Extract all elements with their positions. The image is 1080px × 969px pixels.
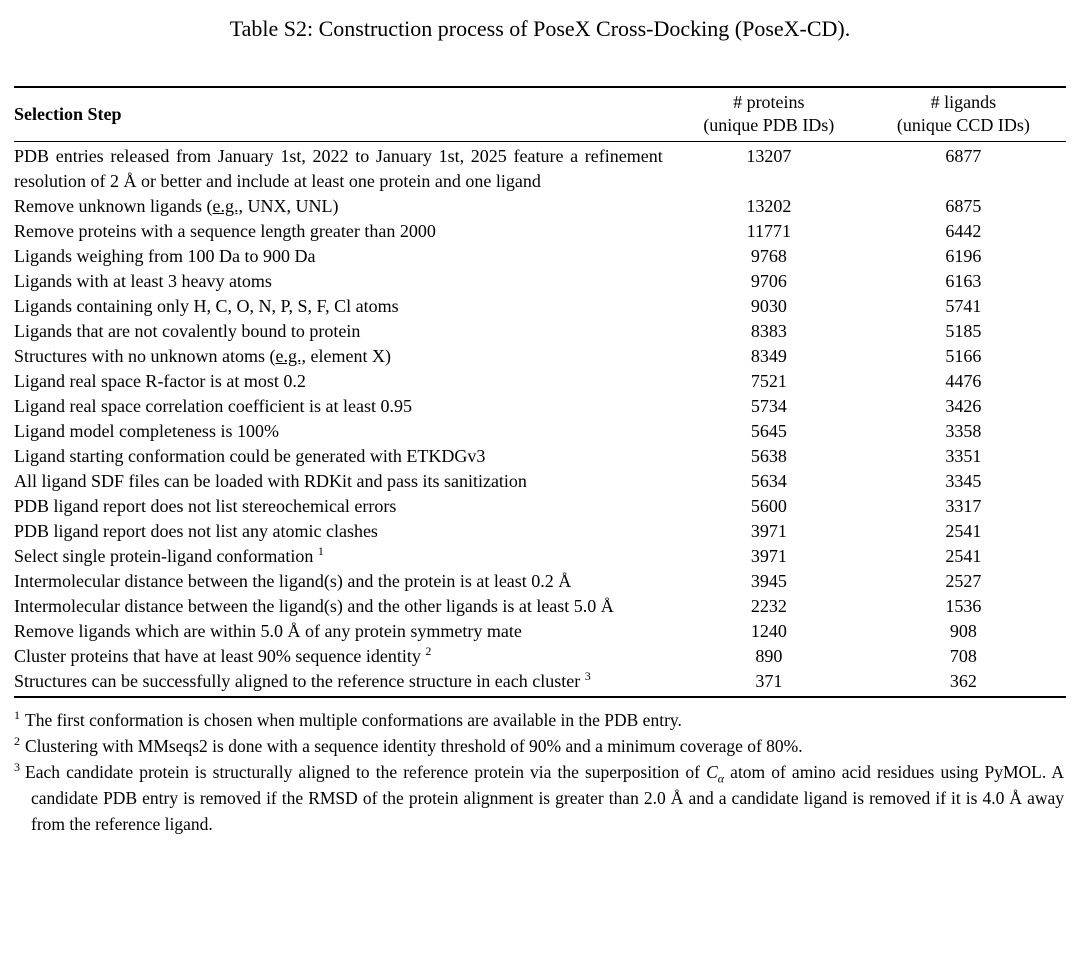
selection-step-cell: Ligands with at least 3 heavy atoms [14,271,272,291]
table-row [14,344,1066,369]
ligands-count-cell: 6196 [945,246,982,266]
footnote [14,759,1064,837]
selection-step-cell: Select single protein-ligand conformation $^1$ [14,544,324,566]
ligands-count-cell: 3345 [945,471,982,491]
selection-step-cell: Ligand model completeness is 100% [14,421,279,441]
table-row [14,219,1066,244]
selection-step-cell: Remove proteins with a sequence length greater than 2000 [14,221,436,241]
proteins-count-cell: 9030 [750,296,787,316]
selection-step-cell: Intermolecular distance between the ligand(s) and the other ligands is at least 5.0 Å [14,596,614,616]
selection-step-cell: Remove ligands which are within 5.0 Å of any protein symmetry mate [14,621,522,641]
ligands-count-cell: 2541 [945,521,982,541]
header-proteins [677,87,861,142]
proteins-count-cell: 8383 [750,321,787,341]
table-row [14,644,1066,669]
ligands-count-cell: 362 [949,671,977,691]
table-row [14,669,1066,697]
selection-step-cell: PDB ligand report does not list stereochemical errors [14,496,397,516]
proteins-count-cell: 5734 [750,396,787,416]
proteins-count-cell: 5600 [750,496,787,516]
selection-step-cell: Cluster proteins that have at least 90% sequence identity $^2$ [14,644,432,666]
selection-step-cell: Ligand starting conformation could be generated with ETKDGv3 [14,446,486,466]
proteins-count-cell: 890 [755,646,783,666]
footnote-marker: 2 [14,734,20,749]
table-row [14,194,1066,219]
proteins-count-cell: 13202 [746,196,792,216]
header-row [14,87,1066,142]
table-row [14,494,1066,519]
proteins-count-cell: 11771 [746,221,791,241]
header-proteins-line1: # proteins [733,92,805,112]
ligands-count-cell: 6163 [945,271,982,291]
table-row [14,142,1066,195]
table-row [14,394,1066,419]
table-caption: Table S2: Construction process of PoseX Cross-Docking (PoseX-CD). [229,16,851,41]
selection-step-cell: Intermolecular distance between the ligand(s) and the protein is at least 0.2 Å [14,571,572,591]
footnote-text: The first conformation is chosen when multiple conformations are available in the PDB entry. [25,710,682,730]
header-selection-step: Selection Step [14,87,677,142]
table-row [14,269,1066,294]
selection-step-cell: Ligand real space correlation coefficient is at least 0.95 [14,396,412,416]
proteins-count-cell: 2232 [750,596,787,616]
table-row [14,319,1066,344]
ligands-count-cell: 5741 [945,296,982,316]
proteins-count-cell: 9768 [750,246,787,266]
selection-step-cell: Ligands that are not covalently bound to protein [14,321,361,341]
ligands-count-cell: 3351 [945,446,982,466]
selection-step-cell: All ligand SDF files can be loaded with RDKit and pass its sanitization [14,471,527,491]
table-row [14,619,1066,644]
proteins-count-cell: 8349 [750,346,787,366]
table-row [14,244,1066,269]
ligands-count-cell: 2527 [945,571,982,591]
footnotes-section [14,707,1066,837]
table-row [14,419,1066,444]
proteins-count-cell: 5645 [750,421,787,441]
ligands-count-cell: 5166 [945,346,982,366]
ligands-count-cell: 1536 [945,596,982,616]
header-ligands-line1: # ligands [930,92,997,112]
proteins-count-cell: 3945 [750,571,787,591]
ligands-count-cell: 6877 [945,146,982,166]
ligands-count-cell: 908 [949,621,977,641]
selection-step-cell: Ligands weighing from 100 Da to 900 Da [14,246,316,266]
footnote-text: Each candidate protein is structurally aligned to the reference protein via the superposition of $C_\alpha$ atom of amino acid residues using PyMOL. A candidate PDB entry is removed if the RMSD of the protein alignment is greater than 2.0 Å and a candidate ligand is removed if it is 4.0 Å away from the reference ligand. [25,762,1064,834]
selection-step-cell: Remove unknown ligands (e.g., UNX, UNL) [14,196,339,216]
proteins-count-cell: 1240 [750,621,787,641]
ligands-count-cell: 708 [949,646,977,666]
selection-step-cell: Structures can be successfully aligned to the reference structure in each cluster $^3$ [14,669,591,691]
proteins-count-cell: 3971 [750,521,787,541]
header-ligands [861,87,1066,142]
table-row [14,519,1066,544]
selection-step-cell: PDB entries released from January 1st, 2022 to January 1st, 2025 feature a refinement resolution of 2 Å or better and include at least one protein and one ligand [14,146,663,191]
table-row [14,369,1066,394]
ligands-count-cell: 4476 [945,371,982,391]
header-proteins-line2: (unique PDB IDs) [703,115,835,135]
table-row [14,469,1066,494]
proteins-count-cell: 7521 [750,371,787,391]
table-row [14,294,1066,319]
selection-step-cell: Ligands containing only H, C, O, N, P, S, F, Cl atoms [14,296,399,316]
proteins-count-cell: 5634 [750,471,787,491]
proteins-count-cell: 9706 [750,271,787,291]
table-row [14,544,1066,569]
header-ligands-line2: (unique CCD IDs) [896,115,1030,135]
table-header [14,87,1066,142]
footnote [14,733,1064,759]
footnote [14,707,1064,733]
ligands-count-cell: 3358 [945,421,982,441]
table-body [14,142,1066,698]
proteins-count-cell: 13207 [746,146,792,166]
ligands-count-cell: 6442 [945,221,982,241]
selection-step-cell: Structures with no unknown atoms (e.g., element X) [14,346,391,366]
proteins-count-cell: 5638 [750,446,787,466]
footnote-marker: 3 [14,760,20,775]
ligands-count-cell: 5185 [945,321,982,341]
footnote-text: Clustering with MMseqs2 is done with a sequence identity threshold of 90% and a minimum coverage of 80%. [25,736,803,756]
footnote-marker: 1 [14,708,20,723]
ligands-count-cell: 3317 [945,496,982,516]
ligands-count-cell: 6875 [945,196,982,216]
table-row [14,444,1066,469]
proteins-count-cell: 3971 [750,546,787,566]
selection-step-cell: Ligand real space R-factor is at most 0.2 [14,371,306,391]
ligands-count-cell: 2541 [945,546,982,566]
construction-process-table [14,86,1066,698]
selection-step-cell: PDB ligand report does not list any atomic clashes [14,521,378,541]
ligands-count-cell: 3426 [945,396,982,416]
proteins-count-cell: 371 [755,671,783,691]
table-row [14,594,1066,619]
table-row [14,569,1066,594]
